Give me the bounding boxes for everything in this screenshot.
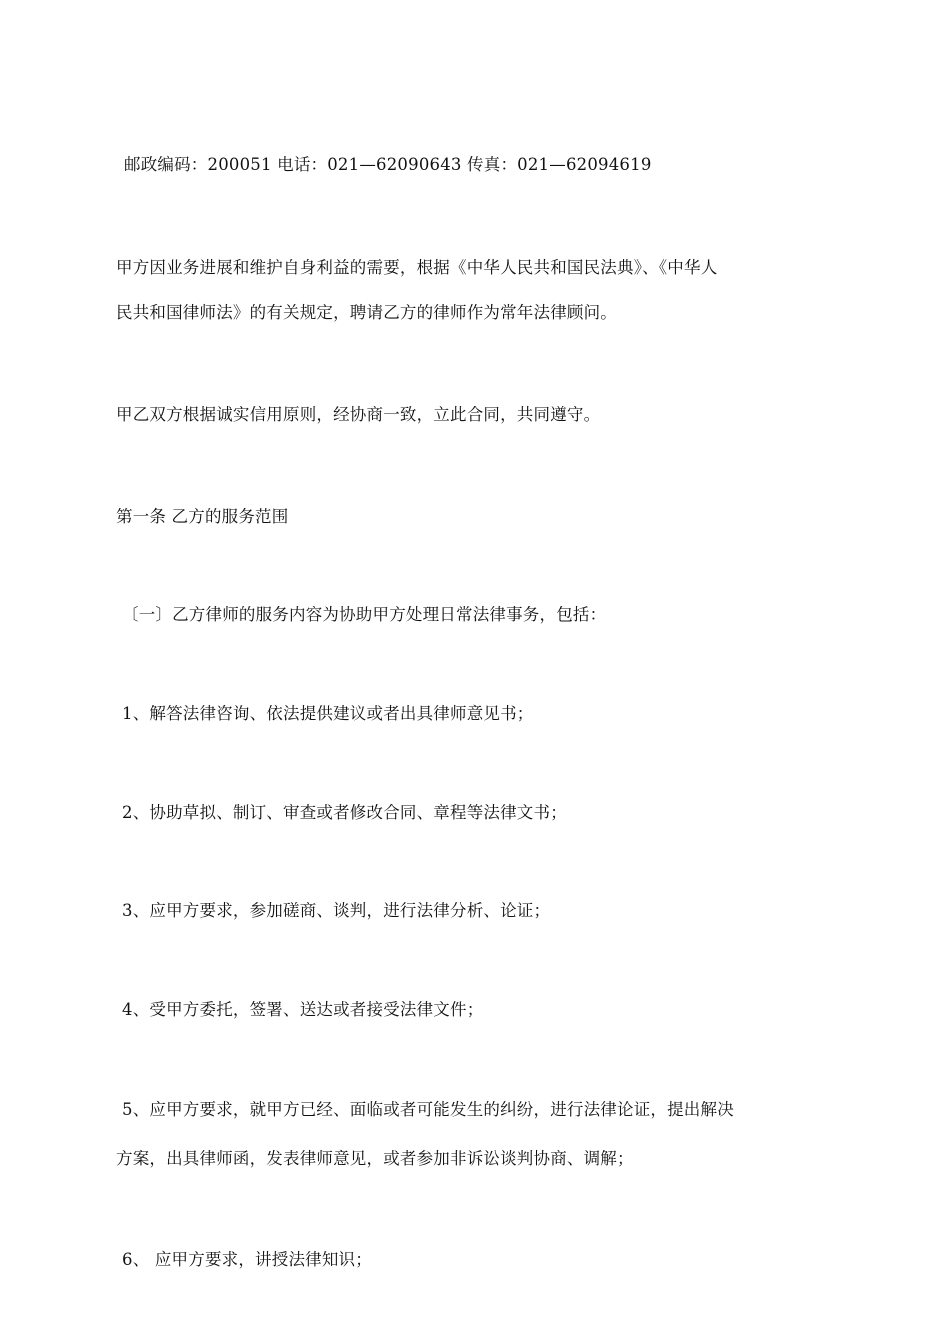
- article-1-heading: 第一条 乙方的服务范围: [116, 507, 289, 526]
- contact-line: 邮政编码：200051 电话：021—62090643 传真：021—62094619: [124, 155, 652, 174]
- list-item-3: 3、应甲方要求，参加磋商、谈判，进行法律分析、论证；: [122, 901, 551, 920]
- purpose-paragraph-line-2: 民共和国律师法》的有关规定，聘请乙方的律师作为常年法律顾问。: [116, 303, 617, 322]
- list-item-5-continuation: 方案，出具律师函，发表律师意见，或者参加非诉讼谈判协商、调解；: [116, 1149, 634, 1168]
- purpose-paragraph-line-1: 甲方因业务进展和维护自身利益的需要，根据《中华人民共和国民法典》、《中华人: [116, 258, 718, 277]
- list-item-5: 5、应甲方要求，就甲方已经、面临或者可能发生的纠纷，进行法律论证，提出解决: [122, 1100, 734, 1119]
- agreement-paragraph: 甲乙双方根据诚实信用原则，经协商一致，立此合同，共同遵守。: [116, 405, 601, 424]
- list-item-1: 1、解答法律咨询、依法提供建议或者出具律师意见书；: [122, 704, 534, 723]
- subsection-1: 〔一〕乙方律师的服务内容为协助甲方处理日常法律事务，包括：: [122, 605, 607, 624]
- list-item-4: 4、受甲方委托，签署、送达或者接受法律文件；: [122, 1000, 484, 1019]
- list-item-2: 2、协助草拟、制订、审查或者修改合同、章程等法律文书；: [122, 803, 567, 822]
- list-item-6: 6、 应甲方要求，讲授法律知识；: [122, 1250, 372, 1269]
